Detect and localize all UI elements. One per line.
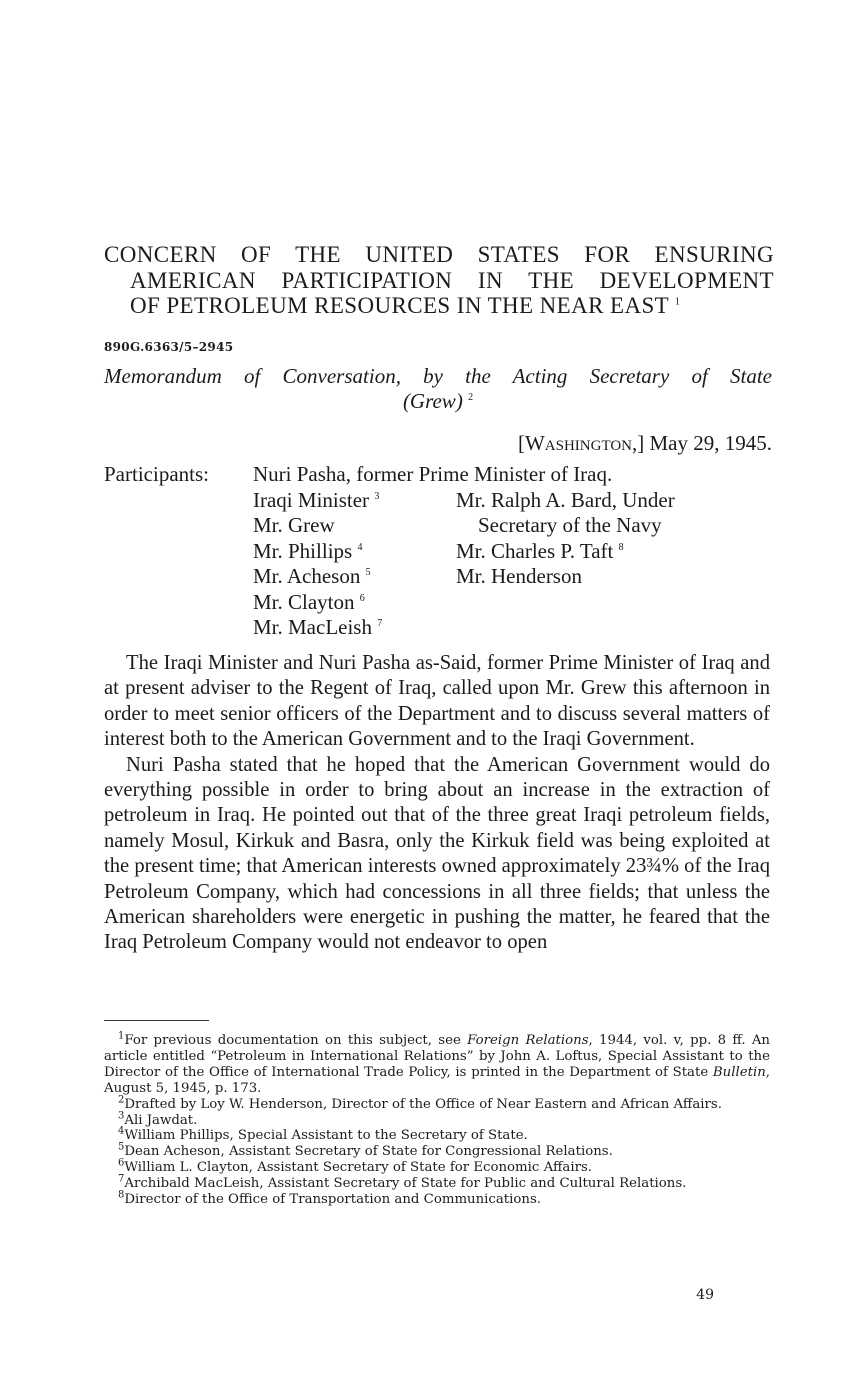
subtitle-line-1: Memorandum of Conversation, by the Acting Secretary of State <box>104 364 772 388</box>
subtitle <box>104 364 772 414</box>
participant-item <box>456 513 675 539</box>
dateline-close: ,] <box>632 431 645 455</box>
footnote-7 <box>104 1173 770 1192</box>
footnote-2 <box>104 1094 770 1113</box>
body-paragraph-2: Nuri Pasha stated that he hoped that the American Government would do everything possible in order to bring about an increase in the extraction of petroleum in Iraq. He pointed out that of the three great Iraqi petroleum fields, namely Mosul, Kirkuk and Basra, only the Kirkuk field was being exploited at the present time; that American interests owned approximately 23¾% of the Iraq Petroleum Company, which had concessions in all three fields; that unless the American shareholders were energetic in pushing the matter, he feared that the Iraq Petroleum Company would not endeavor to open <box>104 753 770 954</box>
footnote-8 <box>104 1189 770 1208</box>
participant-item <box>456 539 675 565</box>
footnote-ref-8[interactable]: 8 <box>618 541 624 553</box>
dateline-date: May 29, 1945. <box>649 431 772 455</box>
participant-name: Mr. Grew <box>253 513 335 537</box>
footnote-text: , August 5, 1945, p. 173. <box>104 1064 770 1096</box>
participant-name: Mr. Henderson <box>456 564 582 588</box>
participant-item <box>253 462 612 488</box>
body-paragraph-1: The Iraqi Minister and Nuri Pasha as-Said, former Prime Minister of Iraq and at present adviser to the Regent of Iraq, called upon Mr. Grew this afternoon in order to meet senior officers of the Department and to discuss several matters of interest both to the American Government and to the Iraqi Government. <box>104 652 770 751</box>
dateline <box>518 431 772 456</box>
footnote-number: 7 <box>118 1173 125 1185</box>
participant-name: Mr. Phillips <box>253 538 353 563</box>
footnote-number: 6 <box>118 1157 125 1169</box>
participant-name: Mr. Charles P. Taft <box>456 538 614 563</box>
footnote-ref-2[interactable]: 2 <box>468 392 474 403</box>
footnote-text: Archibald MacLeish, Assistant Secretary of State for Public and Cultural Relations. <box>124 1176 687 1192</box>
footnotes <box>104 1030 770 1208</box>
title-line-3-text: OF PETROLEUM RESOURCES IN THE NEAR EAST <box>130 293 669 318</box>
participant-item <box>253 615 612 641</box>
subtitle-line-2 <box>104 389 772 414</box>
footnote-ref-4[interactable]: 4 <box>357 541 363 553</box>
participants-column-2 <box>456 488 675 590</box>
footnote-number: 2 <box>118 1094 125 1106</box>
participants-label: Participants: <box>104 462 209 486</box>
participant-name: Mr. Clayton <box>253 589 355 614</box>
participant-name: Mr. MacLeish <box>253 615 372 639</box>
title-line-3 <box>104 293 774 319</box>
page-number: 49 <box>696 1287 714 1303</box>
footnote-text: Drafted by Loy W. Henderson, Director of the Office of Near Eastern and African Affairs. <box>124 1096 722 1112</box>
title-line-2: AMERICAN PARTICIPATION IN THE DEVELOPMENT <box>130 267 774 293</box>
footnote-ref-5[interactable]: 5 <box>365 567 371 578</box>
participant-name: Mr. Ralph A. Bard, Under <box>456 487 675 512</box>
footnote-5 <box>104 1141 770 1160</box>
footnote-number: 5 <box>118 1141 125 1153</box>
footnote-6 <box>104 1157 770 1176</box>
dateline-open: [ <box>517 431 525 455</box>
dateline-place: Washington <box>524 431 632 455</box>
footnote-text: William L. Clayton, Assistant Secretary of State for Economic Affairs. <box>124 1160 592 1176</box>
footnote-ref-7[interactable]: 7 <box>377 618 383 629</box>
footnote-number: 4 <box>118 1126 125 1138</box>
title-line-1: CONCERN OF THE UNITED STATES FOR ENSURING <box>104 242 774 267</box>
footnote-text: Ali Jawdat. <box>124 1112 198 1128</box>
participant-item <box>456 488 675 514</box>
footnote-citation: Bulletin <box>712 1064 766 1080</box>
participant-name: Mr. Acheson <box>253 564 361 588</box>
footnote-text: For previous documentation on this subject, see <box>124 1033 468 1048</box>
footnote-divider <box>104 1020 209 1021</box>
memorandum-body <box>104 651 770 956</box>
footnote-text: , 1944, vol. v, pp. 8 ff. An article entitled “Petroleum in International Relations” by John A. Loftus, Special Assistant to the Director of the Office of International Trade Policy, is printed in the Department of State <box>104 1033 770 1080</box>
footnote-4 <box>104 1128 770 1144</box>
footnote-number: 3 <box>118 1110 125 1122</box>
participant-item <box>456 564 675 590</box>
subtitle-line-2-text: (Grew) <box>402 389 463 413</box>
participant-item <box>253 590 612 616</box>
document-title <box>104 242 774 319</box>
footnote-number: 8 <box>118 1189 125 1201</box>
participant-name: Iraqi Minister <box>253 487 370 512</box>
participant-name: Nuri Pasha, former Prime Minister of Iraq. <box>253 462 613 486</box>
participant-name: Secretary of the Navy <box>478 513 662 537</box>
footnote-ref-6[interactable]: 6 <box>359 592 365 604</box>
footnote-number: 1 <box>118 1030 125 1042</box>
footnote-ref-3[interactable]: 3 <box>374 490 380 502</box>
footnote-1 <box>104 1030 770 1097</box>
footnote-3 <box>104 1110 770 1129</box>
file-number: 890G.6363/5–2945 <box>104 340 234 354</box>
footnote-text: Director of the Office of Transportation and Communications. <box>124 1192 542 1208</box>
footnote-ref-1[interactable]: 1 <box>674 296 681 308</box>
footnote-citation: Foreign Relations <box>467 1033 589 1048</box>
footnote-text: Dean Acheson, Assistant Secretary of State for Congressional Relations. <box>124 1144 613 1160</box>
footnote-text: William Phillips, Special Assistant to the Secretary of State. <box>124 1128 528 1144</box>
